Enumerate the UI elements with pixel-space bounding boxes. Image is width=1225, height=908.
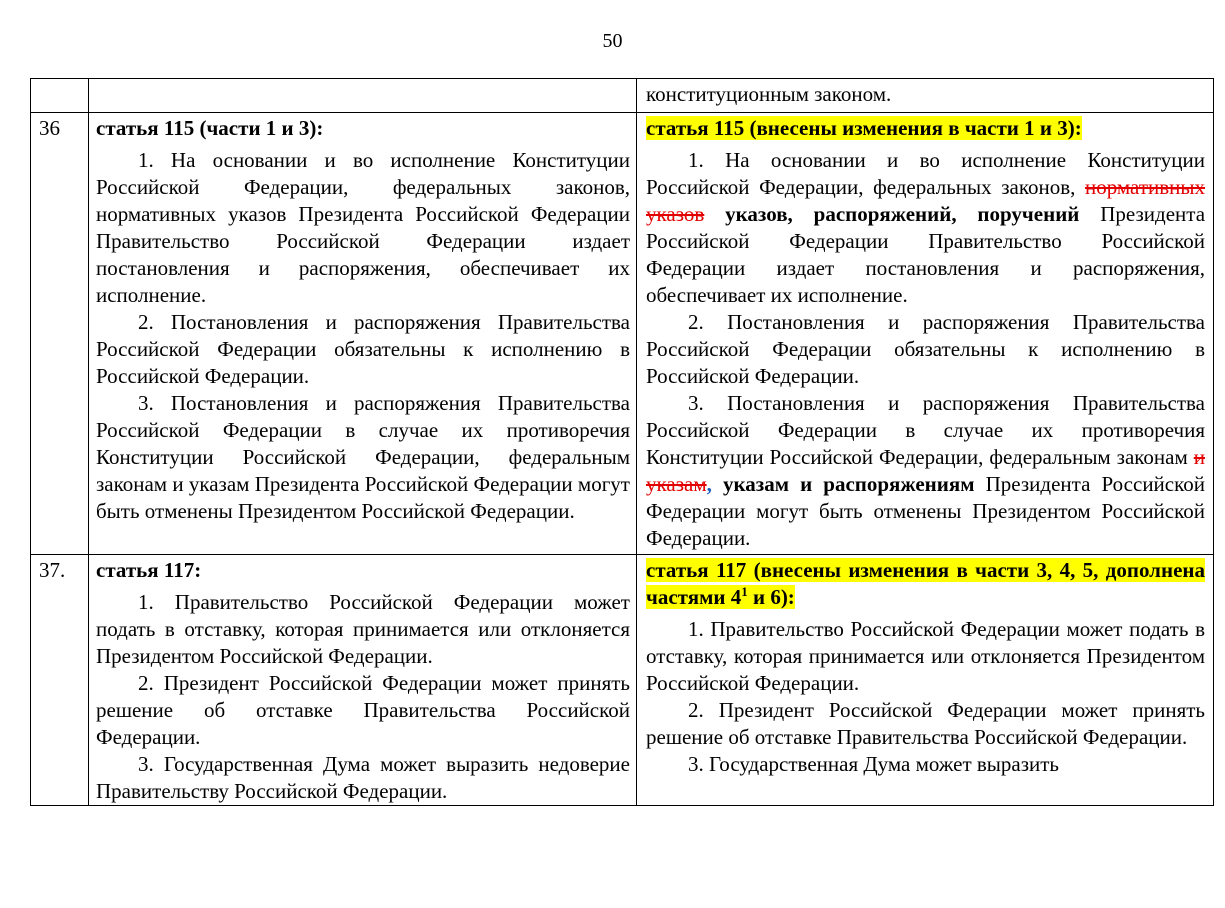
new-text-cell: [637, 113, 1214, 555]
row-number-cell: [31, 79, 89, 113]
article-header: [646, 557, 1205, 611]
deleted-text: нормативных указов: [646, 175, 1206, 226]
row-number: 36: [31, 113, 89, 555]
table-row: [31, 79, 1214, 113]
old-text-cell: [89, 79, 637, 113]
paragraph-2: 2. Президент Российской Федерации может принять решение об отставке Правительства Российской Федерации.: [646, 698, 1205, 749]
highlighted-header: статья 115 (внесены изменения в части 1 и 3):: [646, 116, 1082, 140]
paragraph-3: 3. Государственная Дума может выразить: [688, 752, 1060, 776]
inserted-text: указов, распоряжений, поручений: [725, 202, 1080, 226]
deleted-text: и указам: [646, 445, 1205, 496]
article-header: статья 115 (части 1 и 3):: [96, 116, 324, 140]
superscript: 1: [741, 584, 748, 599]
paragraph-3: [646, 390, 1205, 552]
paragraph-2: 2. Постановления и распоряжения Правительства Российской Федерации обязательны к исполнению в Российской Федерации.: [96, 310, 630, 388]
inserted-comma: ,: [706, 472, 712, 496]
text-segment: 1. На основании и во исполнение Конституции Российской Федерации, федеральных законов,: [646, 148, 1205, 199]
paragraph-2: 2. Президент Российской Федерации может принять решение об отставке Правительства Российской Федерации.: [96, 671, 630, 749]
paragraph-1: 1. Правительство Российской Федерации может подать в отставку, которая принимается или отклоняется Президентом Российской Федерации.: [96, 590, 630, 668]
paragraph-1: 1. На основании и во исполнение Конституции Российской Федерации, федеральных законов, нормативных указов Президента Российской Федерации Правительство Российской Федерации издает постановления и распоряжения, обеспечивает их исполнение.: [96, 148, 630, 307]
text-segment: Президента Российской Федерации могут быть отменены Президентом Российской Федерации.: [646, 472, 1205, 550]
paragraph-1: 1. Правительство Российской Федерации может подать в отставку, которая принимается или отклоняется Президентом Российской Федерации.: [646, 617, 1205, 695]
highlighted-header: [646, 558, 1205, 609]
row-number: 37.: [31, 555, 89, 806]
old-text-cell: [89, 555, 637, 806]
paragraph-3: 3. Постановления и распоряжения Правительства Российской Федерации в случае их противоречия Конституции Российской Федерации, федеральным законам и указам Президента Российской Федерации могут быть отменены Президентом Российской Федерации.: [96, 391, 630, 523]
table-row-36: [31, 113, 1214, 555]
text-segment: Президента Российской Федерации Правительство Российской Федерации издает постановления и распоряжения, обеспечивает их исполнение.: [646, 202, 1206, 307]
paragraph-2: 2. Постановления и распоряжения Правительства Российской Федерации обязательны к исполнению в Российской Федерации.: [646, 310, 1205, 388]
old-text-cell: [89, 113, 637, 555]
new-text-cell: [637, 79, 1214, 113]
comparison-table: [30, 78, 1214, 806]
article-header: статья 117:: [96, 558, 202, 582]
paragraph-1: [646, 147, 1205, 309]
header-text: и 6):: [747, 585, 795, 609]
header-text: статья 117 (внесены изменения в части 3, 4, 5, дополнена частями 4: [646, 558, 1205, 609]
new-text-cell: [637, 555, 1214, 806]
page-number: 50: [602, 30, 623, 52]
article-header: [646, 115, 1205, 142]
table-row-37: [31, 555, 1214, 806]
inserted-text: указам и распоряжениям: [722, 472, 975, 496]
continued-text: конституционным законом.: [646, 82, 892, 106]
paragraph-3: 3. Государственная Дума может выразить недоверие Правительству Российской Федерации.: [96, 752, 630, 803]
text-segment: 3. Постановления и распоряжения Правительства Российской Федерации в случае их противоречия Конституции Российской Федерации, федеральным законам: [646, 391, 1205, 469]
